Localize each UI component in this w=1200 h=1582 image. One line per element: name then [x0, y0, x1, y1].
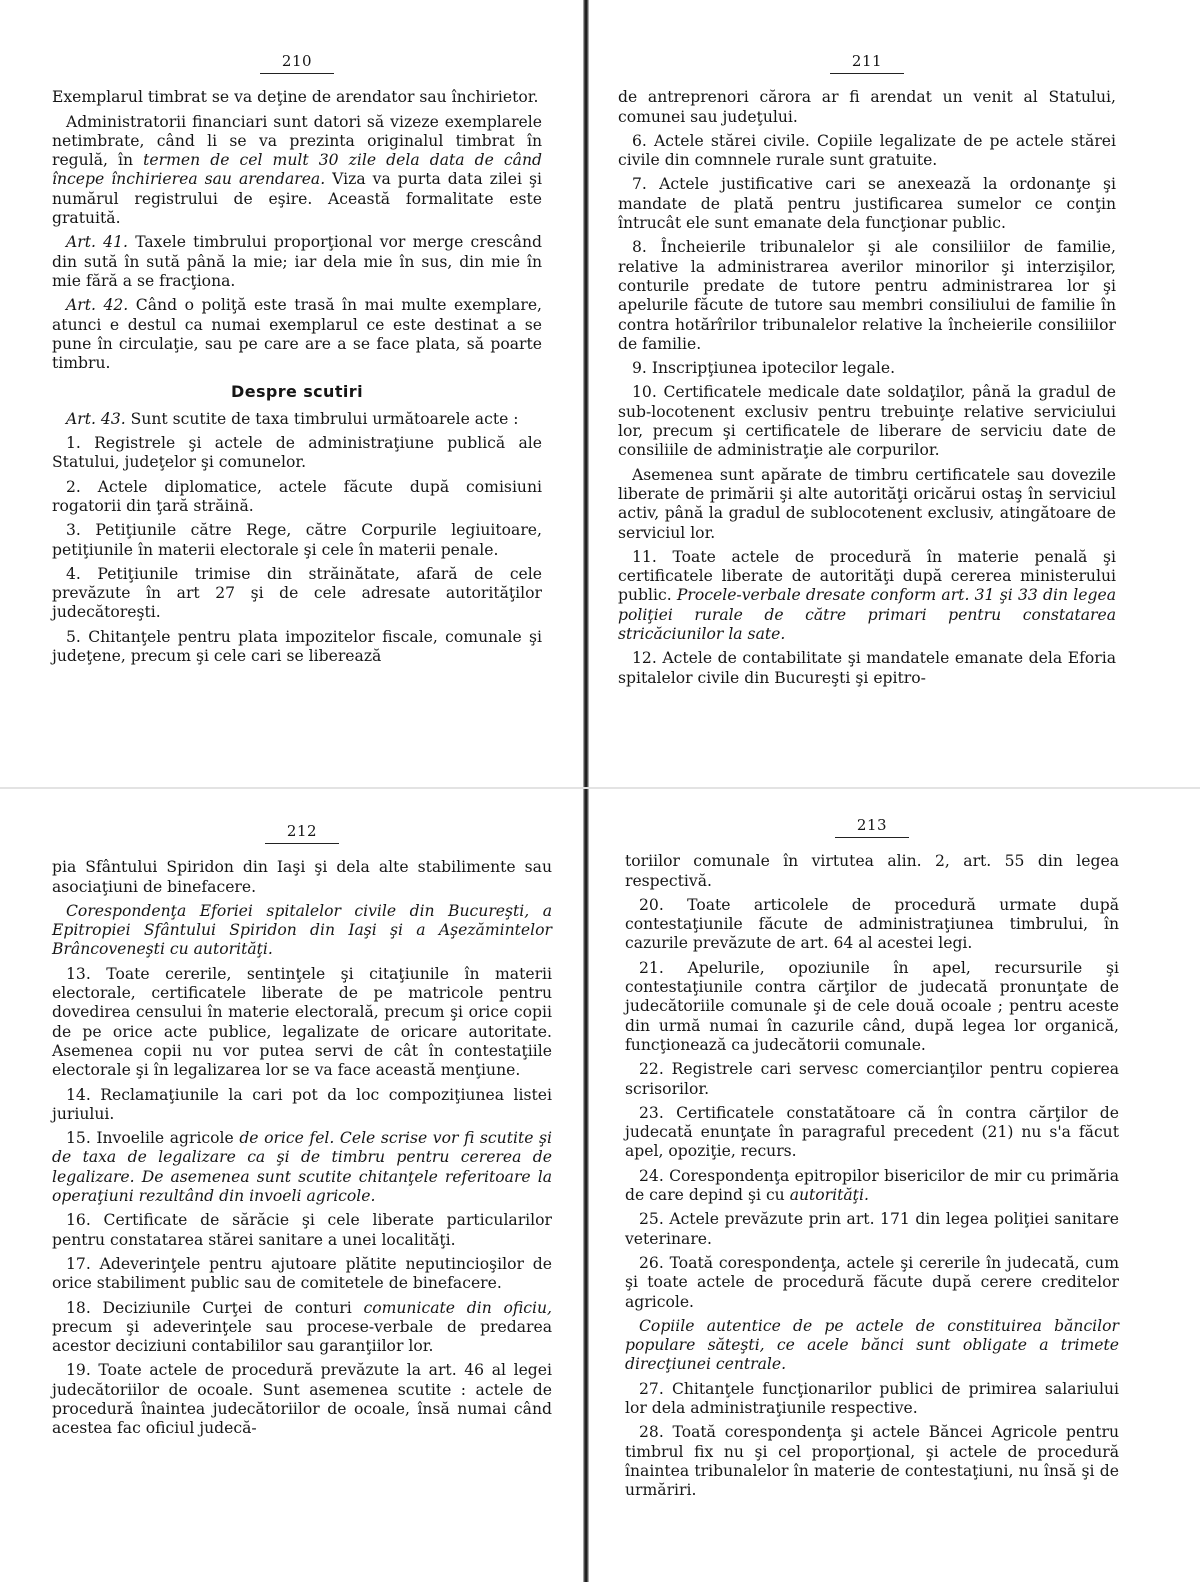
page-210 — [52, 52, 542, 666]
spread-separator — [0, 787, 1200, 789]
paragraph: 27. Chitanţele funcţionarilor publici de primirea salariului lor dela administraţiunile respective. — [625, 1379, 1119, 1418]
page-211 — [618, 52, 1116, 688]
text-run: precum şi adeverinţele sau procese-verbale de predarea acestor deciziuni contabililor sau garanţiilor lor. — [52, 1317, 552, 1356]
page-213 — [625, 816, 1119, 1501]
page-number-rule — [265, 843, 339, 844]
page-number: 212 — [286, 822, 318, 840]
paragraph: 4. Petiţiunile trimise din străinătate, afară de cele prevăzute în art 27 şi de cele adresate autorităţilor judecătoreşti. — [52, 564, 542, 622]
italic-run: Corespondenţa Eforiei spitalelor civile din Bucureşti, a Epitropiei Sfântului Spiridon din Iaşi şi a Aşezămintelor Brâncoveneşti cu autorităţi. — [52, 901, 552, 959]
paragraph: 12. Actele de contabilitate şi mandatele emanate dela Eforia spitalelor civile din Bucureşti şi epitro- — [618, 649, 1116, 687]
page-number-rule — [835, 837, 909, 838]
paragraph: 9. Inscripţiunea ipotecilor legale. — [632, 359, 896, 378]
italic-run: Art. 43. — [66, 409, 126, 428]
paragraph: Exemplarul timbrat se va deţine de arendator sau închirietor. — [52, 88, 539, 107]
page-number: 210 — [281, 52, 313, 70]
paragraph — [52, 113, 542, 229]
paragraph: 23. Certificatele constatătoare că în contra cărţilor de judecată enunţate în paragraful precedent (21) nu s'a făcut apel, opoziţie, recurs. — [625, 1103, 1119, 1161]
text-run: 11. Toate actele de procedură în materie penală şi certificatele liberate de autorităţi după cererea ministerului public. — [618, 547, 1116, 605]
paragraph: 5. Chitanţele pentru plata impozitelor fiscale, comunale şi judeţene, precum şi cele cari se liberează — [52, 627, 542, 666]
paragraph — [618, 548, 1116, 644]
paragraph — [52, 902, 552, 960]
section-heading: Despre scutiri — [231, 382, 363, 402]
page-number: 213 — [856, 816, 888, 834]
paragraph: toriilor comunale în virtutea alin. 2, art. 55 din legea respectivă. — [625, 852, 1119, 890]
text-run: Administratorii financiari sunt datori să vizeze exemplarele netimbrate, când li se va prezinta originalul timbrat în regulă, în — [52, 112, 542, 170]
text-run: Viza va purta data zilei şi numărul registrului de eşire. Această formalitate este gratuită. — [52, 170, 542, 228]
paragraph: 8. Încheierile tribunalelor şi ale consiliilor de familie, relative la administrarea averilor minorilor şi interzişilor, conturile predate de tutore pentru administrarea lor şi apelurile făcute de tutore sau membri consiliului de familie în contra hotărîrilor tribunalelor relative la încheierile consiliilor de familie. — [618, 238, 1116, 353]
paragraph: de antreprenori cărora ar fi arendat un venit al Statului, comunei sau judeţului. — [618, 88, 1116, 126]
page-212 — [52, 822, 552, 1439]
paragraph: 1. Registrele şi actele de administraţiune publică ale Statului, judeţelor şi comunelor. — [52, 434, 542, 472]
paragraph: 21. Apelurile, opoziunile în apel, recursurile şi contestaţiunile contra cărţilor de judecată pronunţate de judecătoriile comunale şi de cele două ocoale ; pentru aceste din urmă numai în cazurile când, după legea lor organică, funcţionează ca judecătorii comunale. — [625, 958, 1119, 1054]
page-number: 211 — [851, 52, 883, 70]
paragraph: 25. Actele prevăzute prin art. 171 din legea poliţiei sanitare veterinare. — [625, 1210, 1119, 1248]
text-run: Când o poliţă este trasă în mai multe exemplare, atunci e destul ca numai exemplarul ce este destinat a se pune în circulaţie, sau pe care are a se face plata, să poarte timbru. — [52, 296, 543, 373]
paragraph: 28. Toată corespondenţa şi actele Băncei Agricole pentru timbrul fix nu şi cel proporţional, şi actele de procedură înaintea tribunalelor în materie de contestaţiuni, nu însă şi de urmăriri. — [625, 1423, 1119, 1500]
paragraph: 7. Actele justificative cari se anexează la ordonanţe şi mandate de plată pentru justificarea sumelor ce conţin întrucât ele sunt emanate dela funcţionar public. — [618, 175, 1116, 233]
paragraph: 19. Toate actele de procedură prevăzute la art. 46 al legei judecătoriilor de ocoale. Sunt asemenea scutite : actele de procedură înaintea judecătoriilor de ocoale, însă numai când acestea fac oficiul judecă- — [52, 1361, 552, 1438]
italic-run: termen de cel mult 30 zile dela data de când începe închirierea sau arendarea. — [52, 151, 542, 189]
paragraph — [52, 233, 542, 291]
book-gutter — [583, 0, 589, 1582]
paragraph — [52, 1299, 552, 1357]
italic-run: Copiile autentice de pe actele de constituirea băncilor populare săteşti, ce acele bănci sunt obligate a trimete direcţiunei centrale. — [625, 1316, 1119, 1374]
text-run: 24. Corespondenţa epitropilor bisericilor de mir cu primăria de care depind şi cu — [625, 1166, 1119, 1205]
page-number-rule — [260, 73, 334, 74]
italic-run: Procele-verbale dresate conform art. 31 şi 33 din legea poliţiei rurale de către primari pentru constatarea stricăciunilor la sate. — [618, 586, 1116, 644]
paragraph: 2. Actele diplomatice, actele făcute după comisiuni rogatorii din ţară străină. — [52, 477, 542, 515]
paragraph — [625, 1317, 1119, 1375]
page-body — [52, 858, 552, 1438]
page-body — [625, 852, 1119, 1500]
paragraph — [52, 296, 542, 373]
paragraph — [52, 410, 542, 429]
italic-run: autorităţi. — [789, 1186, 869, 1205]
page-body — [52, 88, 542, 666]
paragraph: Asemenea sunt apărate de timbru certificatele sau dovezile liberate de primării şi alte autorităţi oricărui ostaş în serviciul activ, până la gradul de sublocotenent exclusiv, atingătoare de serviciul lor. — [618, 465, 1116, 542]
paragraph: 13. Toate cererile, sentinţele şi citaţiunile în materii electorale, certificatele liberate de pe matricole pentru dovedirea censului în materie electorală, precum şi orice copii de pe orice acte publice, legalizate de oricare autoritate. Asemenea copii nu vor putea servi de cât în contestaţiile electorale şi în legalizarea lor se va face această menţiune. — [52, 964, 552, 1080]
italic-run: comunicate din oficiu, — [363, 1298, 552, 1317]
page-body — [618, 88, 1116, 688]
text-run: 18. Deciziunile Curţei de conturi — [66, 1298, 364, 1317]
paragraph — [625, 1167, 1119, 1206]
paragraph: 20. Toate articolele de procedură urmate după contestaţiunile făcute de administraţiunea timbrului, în cazurile prevăzute de art. 64 al acestei legi. — [625, 895, 1119, 953]
paragraph: 14. Reclamaţiunile la cari pot da loc compoziţiunea listei juriului. — [52, 1085, 552, 1123]
italic-run: de orice fel. Cele scrise vor fi scutite şi de taxa de legalizare ca şi de timbru pentru cererea de legalizare. De asemenea sunt scutite chitanţele referitoare la operaţiuni rezultând din invoeli agricole. — [52, 1129, 552, 1206]
page-number-rule — [830, 73, 904, 74]
paragraph: 10. Certificatele medicale date soldaţilor, până la gradul de sub-locotenent exclusiv pentru trebuinţe relative serviciului lor, precum şi certificatele de liberare de serviciu date de consiliile de administraţie ale corpurilor. — [618, 383, 1116, 460]
paragraph: 26. Toată corespondenţa, actele şi cererile în judecată, cum şi toate actele de procedură făcute după cerere creditelor agricole. — [625, 1253, 1119, 1311]
italic-run: Art. 41. — [66, 233, 128, 252]
italic-run: Art. 42. — [66, 296, 129, 315]
text-run: 15. Invoelile agricole — [66, 1129, 240, 1148]
paragraph: 17. Adeverinţele pentru ajutoare plătite neputincioşilor de orice stabiliment public sau de comitetele de binefacere. — [52, 1254, 552, 1293]
paragraph: 22. Registrele cari servesc comercianţilor pentru copierea scrisorilor. — [625, 1060, 1119, 1098]
text-run: Sunt scutite de taxa timbrului următoarele acte : — [125, 409, 519, 428]
paragraph: 3. Petiţiunile către Rege, către Corpurile legiuitoare, petiţiunile în materii electorale şi cele în materii penale. — [52, 521, 542, 559]
text-run: Taxele timbrului proporţional vor merge crescând din sută în sută până la mie; iar dela mie în sus, din mie în mie fără a se fracţiona. — [52, 233, 542, 290]
paragraph: 16. Certificate de sărăcie şi cele liberate particularilor pentru constatarea stărei sanitare a unei localităţi. — [52, 1211, 552, 1249]
paragraph: pia Sfântului Spiridon din Iaşi şi dela alte stabilimente sau asociaţiuni de binefacere. — [52, 858, 552, 896]
paragraph — [52, 1129, 552, 1206]
paragraph: 6. Actele stărei civile. Copiile legalizate de pe actele stărei civile din comnnele rurale sunt gratuite. — [618, 131, 1116, 170]
